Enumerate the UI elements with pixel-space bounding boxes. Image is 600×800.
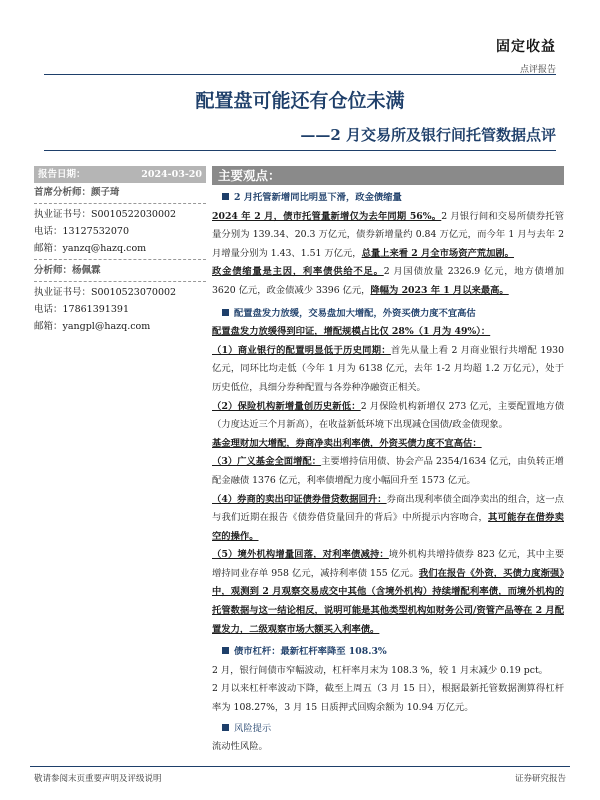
report-subtitle: ——2 月交易所及银行间托管数据点评	[300, 126, 556, 144]
section-2-lead: 配置盘发力放缓得到印证，增配规模占比仅 28%（1 月为 49%）：	[212, 326, 491, 338]
section-2-brokers-body: 券商出现利率债全面净卖出的组合，这一点与我们近期在报告《债券借贷量回升的背后》中所提示内容吻合，	[212, 493, 564, 524]
section-2-brokers	[212, 491, 564, 547]
section-2-trading-lead	[212, 435, 564, 454]
section-3-paragraph-2: 2 月以来杠杆率波动下降，截至上周五（3 月 15 日），根据最新托管数据测算得杠杆率为 108.27%，3 月 15 日质押式回购余额为 10.94 万亿元。	[212, 683, 564, 714]
section-2-brokers-conclusion: 其可能存在借券卖空的操作。	[212, 512, 564, 542]
section-2-funds-lead: （3）广义基金全面增配：	[212, 456, 322, 468]
analyst-2-cert: 执业证书号：S0010523070002	[34, 287, 177, 298]
section-1-conclusion: 总量上来看 2 月全市场资产荒加剧。	[361, 247, 514, 259]
square-bullet-icon	[222, 724, 229, 731]
section-2-title-text: 配置盘发力放缓，交易盘加大增配，外资买债力度不宜高估	[234, 307, 476, 319]
summary-column	[212, 166, 564, 757]
analyst-2-divider	[34, 281, 206, 282]
report-brand	[496, 36, 556, 75]
section-2-title	[212, 305, 564, 324]
section-1-paragraph-1	[212, 208, 564, 264]
analyst-sidebar	[34, 166, 206, 335]
report-date-label: 报告日期：	[38, 169, 86, 180]
report-title: 配置盘可能还有仓位未满	[195, 90, 405, 112]
summary-heading: 主要观点：	[212, 166, 564, 185]
section-2-paragraph-1	[212, 323, 564, 342]
footer-divider	[30, 766, 570, 767]
analyst-1-role: 首席分析师：	[34, 187, 92, 198]
report-subcategory: 点评报告	[519, 65, 556, 75]
section-2-trading-lead-text: 基金理财加大增配，券商净卖出利率债，外资买债力度不宜高估：	[212, 437, 482, 449]
section-2-insurance-lead: （2）保险机构新增量创历史新低：	[212, 400, 361, 412]
header-divider	[44, 74, 556, 75]
section-3-paragraph-1: 2 月，银行间债市窄幅波动，杠杆率月末为 108.3 %，较 1 月末减少 0.19 pct。	[212, 664, 548, 676]
section-2-bank-body: 首先从量上看 2 月商业银行共增配 1930 亿元，同环比均走低（今年 1 月为 6138 亿元，去年 1-2 月均超 1.2 万亿元），处于历史低位，具细分券种配置与各券种净融资正相关。	[212, 344, 564, 393]
square-bullet-icon	[222, 647, 229, 654]
report-category: 固定收益	[496, 39, 556, 55]
section-2-foreign-lead: （5）境外机构增量回落，对利率债减持：	[212, 549, 389, 561]
section-1-body: 2 月银行间和交易所债券托管量分别为 139.34、20.3 万亿元，债券新增量约 0.84 万亿元，而今年 1 月与去年 2 月增量分别为 1.43、1.51 万亿元，	[212, 210, 565, 259]
section-2-foreign-conclusion: 我们在报告《外资，买债力度渐强》中，观测到 2 月观察交易成交中其他（含境外机构）持续增配利率债，而境外机构的托管数据与这一结论相反，说明可能是其他类型机构如财务公司/资管产品等在 2 月配置发力，二级观察市场大额买入利率债。	[212, 567, 564, 635]
analyst-1-divider	[34, 203, 206, 204]
section-3-title-text: 债市杠杆：最新杠杆率降至 108.3%	[234, 646, 387, 658]
report-date-value: 2024-03-20	[141, 169, 202, 180]
square-bullet-icon	[222, 309, 229, 316]
analyst-2-role: 分析师：	[34, 265, 73, 276]
section-1-p2-lead: 政金债缩量是主因，利率债供给不足。	[212, 266, 384, 278]
section-2-funds	[212, 453, 564, 490]
footer-disclaimer: 敬请参阅末页重要声明及评级说明	[34, 774, 162, 784]
section-4-paragraph-1: 流动性风险。	[212, 741, 268, 753]
section-2-bank-lead: （1）商业银行的配置明显低于历史同期：	[212, 344, 391, 356]
section-2-brokers-lead: （4）券商的卖出印证债券借贷数据回升：	[212, 493, 387, 505]
section-1-title	[212, 189, 564, 208]
analyst-1-name: 颜子琦	[91, 187, 120, 198]
section-1-title-text: 2 月托管新增同比明显下滑，政金债缩量	[234, 192, 402, 203]
section-2-foreign-body: 境外机构共增持债券 823 亿元，其中主要增持同业存单 958 亿元，减持利率债 155 亿元。	[212, 549, 564, 579]
analyst-1-phone: 电话：13127532070	[34, 226, 129, 237]
analyst-1-cert: 执业证书号：S0010522030002	[34, 209, 177, 220]
footer-report-type: 证券研究报告	[514, 774, 566, 784]
analyst-2-name: 杨佩霖	[72, 265, 101, 276]
report-date-bar	[34, 166, 206, 183]
section-divider	[34, 259, 206, 260]
section-2-funds-body: 主要增持信用债、协会产品 2354/1634 亿元，由负转正增配金融债 1376 亿元，利率债增配力度小幅回升至 1573 亿元。	[212, 456, 564, 486]
section-1-paragraph-2	[212, 263, 564, 300]
section-2-insurance	[212, 398, 564, 435]
analyst-2-heading	[34, 262, 206, 279]
section-2-bank	[212, 342, 564, 398]
square-bullet-icon	[222, 193, 229, 200]
section-4-title-text: 风险提示	[234, 722, 272, 734]
analyst-1-email[interactable]: 邮箱：yanzq@hazq.com	[34, 243, 147, 254]
section-1-p2-conclusion: 降幅为 2023 年 1 月以来最高。	[370, 284, 509, 296]
title-divider	[44, 150, 556, 151]
analyst-2-email[interactable]: 邮箱：yangpl@hazq.com	[34, 321, 151, 332]
section-2-insurance-body: 2 月保险机构新增仅 273 亿元，主要配置地方债（力度达近三个月新高），在收益新低环境下出现减仓国债/政金债现象。	[212, 400, 564, 431]
section-4-title	[212, 720, 564, 739]
section-1-p2-body: 2 月国债放量 2326.9 亿元，地方债增加 3620 亿元，政金债减少 3396 亿元，	[212, 266, 564, 296]
section-2-foreign	[212, 546, 564, 639]
section-3-title	[212, 643, 564, 662]
section-1-lead: 2024 年 2 月，债市托管量新增仅为去年同期 56%。	[212, 210, 442, 222]
analyst-2-phone: 电话：17861391391	[34, 304, 129, 315]
analyst-1-heading	[34, 184, 206, 201]
